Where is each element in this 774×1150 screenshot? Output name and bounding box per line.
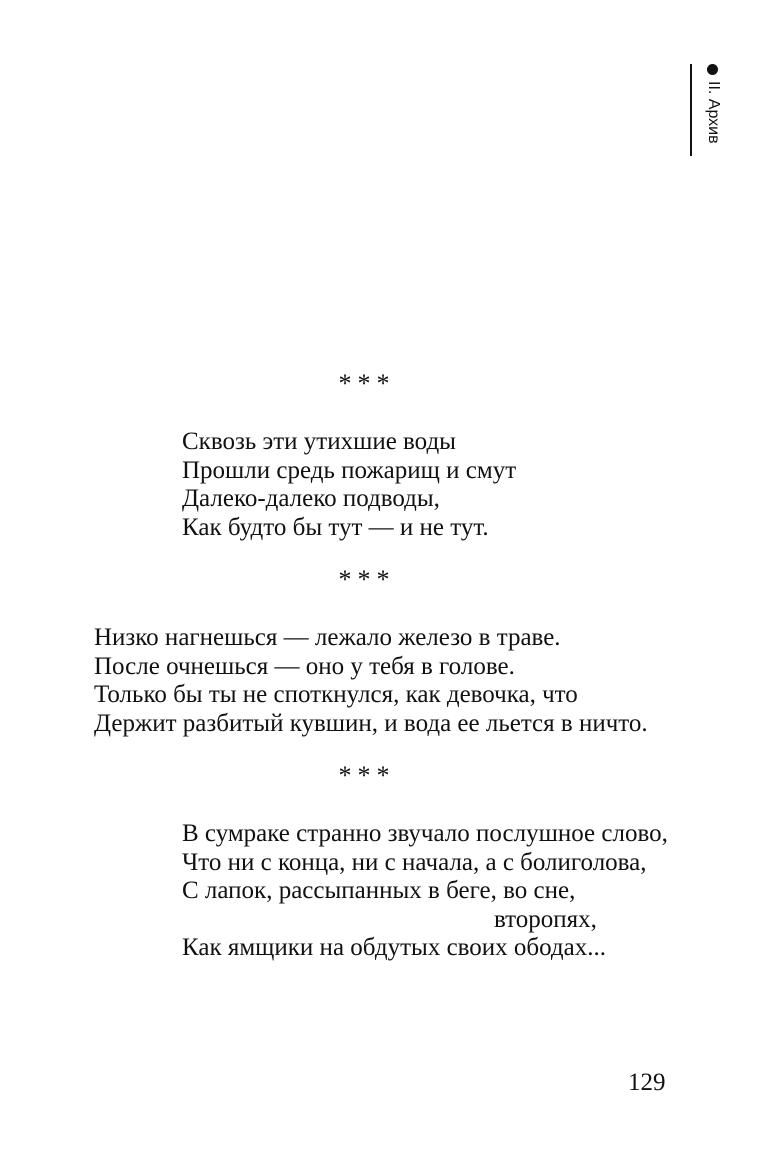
running-header [690, 64, 728, 156]
poem-line: второпях, [494, 905, 597, 933]
running-header-text: II. Архив [705, 81, 722, 144]
poem-separator: *** [338, 369, 396, 398]
poem-line: Прошли средь пожарищ и смут [182, 456, 517, 484]
poem-line: Только бы ты не споткнулся, как девочка, что [94, 681, 578, 708]
poem-line: Держит разбитый кувшин, и вода ее льется в ничто. [94, 709, 648, 737]
poem-3 [182, 820, 668, 963]
poem-2 [94, 624, 648, 738]
poem-line: С лапок, рассыпанных в беге, во сне, [182, 877, 576, 904]
poem-separator: *** [338, 761, 396, 790]
poem-line: Низко нагнешься — лежало железо в траве. [94, 624, 561, 651]
poem-line: Как ямщики на обдутых своих ободах... [182, 934, 606, 961]
poem-1 [182, 428, 516, 542]
poem-separator: *** [338, 565, 396, 594]
poem-line: Как будто бы тут — и не тут. [182, 513, 489, 541]
bullet-icon [708, 64, 719, 75]
poem-line: Сквозь эти утихшие воды [182, 428, 456, 455]
poem-line: Далеко-далеко подводы, [182, 485, 440, 512]
page-number: 129 [628, 1069, 666, 1096]
poem-line: После очнешься — оно у тебя в голове. [94, 652, 515, 680]
poem-line: Что ни с конца, ни с начала, а с болиголова, [182, 848, 647, 876]
poem-line: В сумраке странно звучало послушное слово, [182, 820, 668, 847]
